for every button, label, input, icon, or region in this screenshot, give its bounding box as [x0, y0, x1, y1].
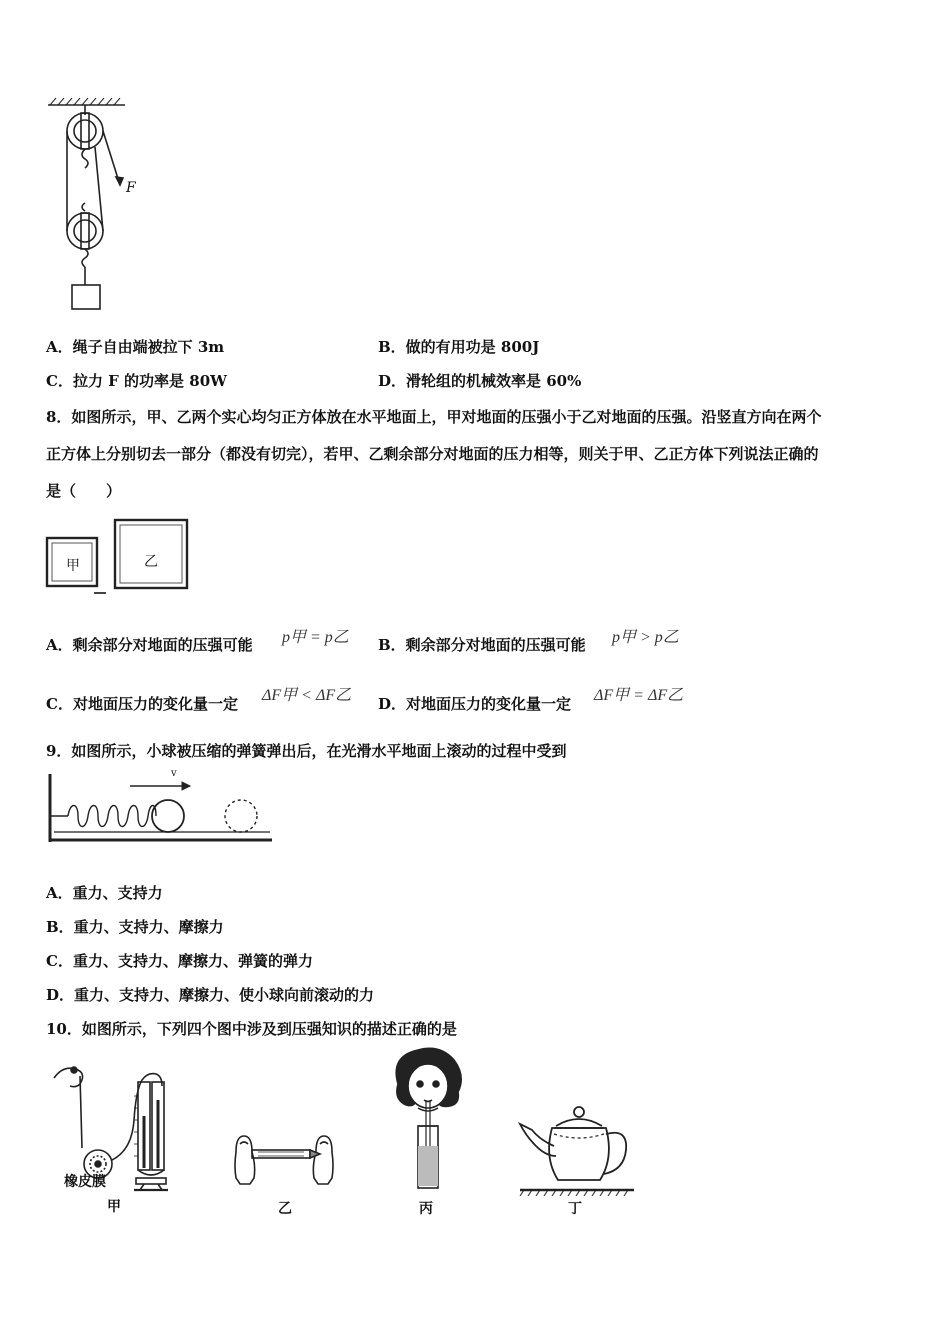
q8-option-d[interactable]: D．对地面压力的变化量一定	[378, 695, 572, 713]
q10-stem: 10．如图所示，下列四个图中涉及到压强知识的描述正确的是	[46, 1020, 457, 1038]
q8-option-b-formula: p甲 > p乙	[612, 629, 679, 646]
pulley-figure	[40, 95, 150, 320]
q8-stem-line2: 正方体上分别切去一部分（都没有切完），若甲、乙剩余部分对地面的压力相等，则关于甲、乙正方体下列说法正确的	[46, 445, 819, 463]
force-label: F	[126, 180, 136, 196]
cube-yi-label: 乙	[144, 554, 158, 570]
velocity-label: v	[171, 768, 177, 779]
q8-stem-line1: 8．如图所示，甲、乙两个实心均匀正方体放在水平地面上，甲对地面的压强小于乙对地面的压强。沿竖直方向在两个	[46, 408, 822, 426]
membrane-label: 橡皮膜	[64, 1174, 106, 1190]
q8-option-a-formula: p甲 = p乙	[282, 629, 349, 646]
q9-option-b[interactable]: B．重力、支持力、摩擦力	[46, 918, 224, 936]
girl-straw-figure	[388, 1046, 468, 1196]
q8-option-d-formula: ΔF甲 = ΔF乙	[594, 687, 684, 704]
q7-option-d[interactable]: D．滑轮组的机械效率是 60%	[378, 372, 582, 390]
q9-option-d[interactable]: D．重力、支持力、摩擦力、使小球向前滚动的力	[46, 986, 375, 1004]
caption-ding: 丁	[568, 1201, 582, 1217]
spring-ball-figure	[44, 768, 276, 846]
caption-jia: 甲	[107, 1199, 121, 1215]
q9-option-c[interactable]: C．重力、支持力、摩擦力、弹簧的弹力	[46, 952, 313, 970]
q8-option-c[interactable]: C．对地面压力的变化量一定	[46, 695, 238, 713]
q8-option-b[interactable]: B．剩余部分对地面的压强可能	[378, 636, 586, 654]
cube-jia-label: 甲	[66, 558, 80, 574]
q9-option-a[interactable]: A．重力、支持力	[46, 884, 163, 902]
pencil-fingers-figure	[228, 1130, 340, 1186]
q8-stem-line3: 是（ ）	[46, 482, 122, 500]
q9-stem: 9．如图所示，小球被压缩的弹簧弹出后，在光滑水平地面上滚动的过程中受到	[46, 742, 567, 760]
q7-option-c[interactable]: C．拉力 F 的功率是 80W	[46, 372, 227, 390]
teapot-figure	[516, 1100, 638, 1196]
q7-option-b[interactable]: B．做的有用功是 800J	[378, 338, 540, 356]
q8-option-c-formula: ΔF甲 < ΔF乙	[262, 687, 352, 704]
caption-bing: 丙	[419, 1201, 433, 1217]
q8-option-a[interactable]: A．剩余部分对地面的压强可能	[46, 636, 253, 654]
caption-yi: 乙	[278, 1201, 292, 1217]
q7-option-a[interactable]: A．绳子自由端被拉下 3m	[46, 338, 225, 356]
